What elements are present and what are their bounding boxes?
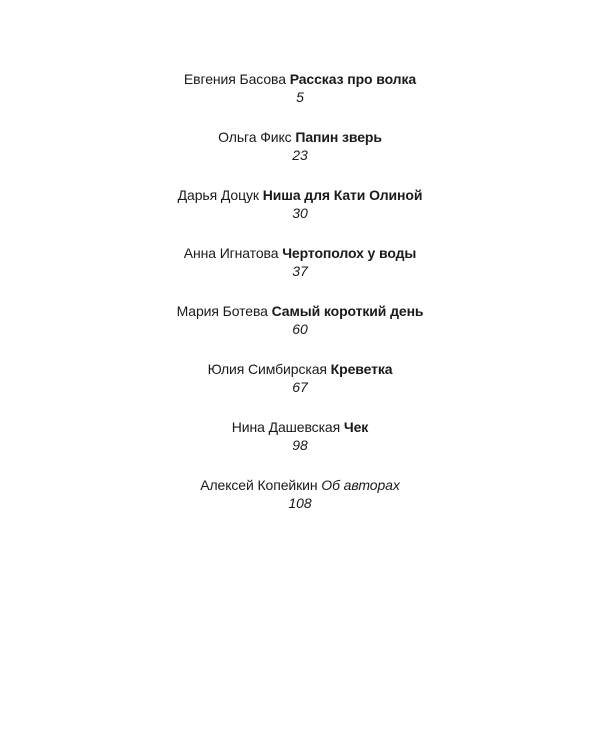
toc-page-number: 67: [292, 379, 308, 395]
toc-entry: [0, 360, 600, 418]
table-of-contents: [0, 70, 600, 534]
toc-author: Дарья Доцук: [177, 187, 259, 203]
toc-title: Самый короткий день: [271, 303, 424, 319]
toc-entry-line: [0, 360, 600, 378]
toc-entry-line: [0, 128, 600, 146]
toc-entry-line: [0, 70, 600, 88]
toc-entry: [0, 128, 600, 186]
toc-title: Папин зверь: [295, 129, 382, 145]
toc-author: Анна Игнатова: [183, 245, 279, 261]
toc-entry-line: [0, 302, 600, 320]
toc-entry-line: [0, 244, 600, 262]
toc-entry-line: [0, 186, 600, 204]
toc-title: Об авторах: [321, 477, 400, 493]
toc-entry: [0, 418, 600, 476]
toc-author: Алексей Копейкин: [200, 477, 318, 493]
toc-page-number: 30: [292, 205, 308, 221]
toc-author: Ольга Фикс: [218, 129, 292, 145]
toc-title: Рассказ про волка: [289, 71, 417, 87]
toc-page-number: 37: [292, 263, 308, 279]
toc-page-number: 23: [292, 147, 308, 163]
toc-author: Евгения Басова: [183, 71, 286, 87]
toc-author: Юлия Симбирская: [207, 361, 327, 377]
toc-title: Чек: [343, 419, 369, 435]
toc-page-number: 98: [292, 437, 308, 453]
toc-author: Нина Дашевская: [231, 419, 341, 435]
toc-page-number: 108: [288, 495, 312, 511]
toc-entry: [0, 476, 600, 534]
toc-entry-line: [0, 476, 600, 494]
toc-entry: [0, 186, 600, 244]
toc-title: Креветка: [330, 361, 393, 377]
toc-page-number: 60: [292, 321, 308, 337]
toc-entry: [0, 302, 600, 360]
toc-title: Чертополох у воды: [282, 245, 417, 261]
toc-title: Ниша для Кати Олиной: [262, 187, 423, 203]
toc-author: Мария Ботева: [176, 303, 268, 319]
toc-page-number: 5: [296, 89, 304, 105]
toc-entry: [0, 70, 600, 128]
toc-entry-line: [0, 418, 600, 436]
toc-entry: [0, 244, 600, 302]
